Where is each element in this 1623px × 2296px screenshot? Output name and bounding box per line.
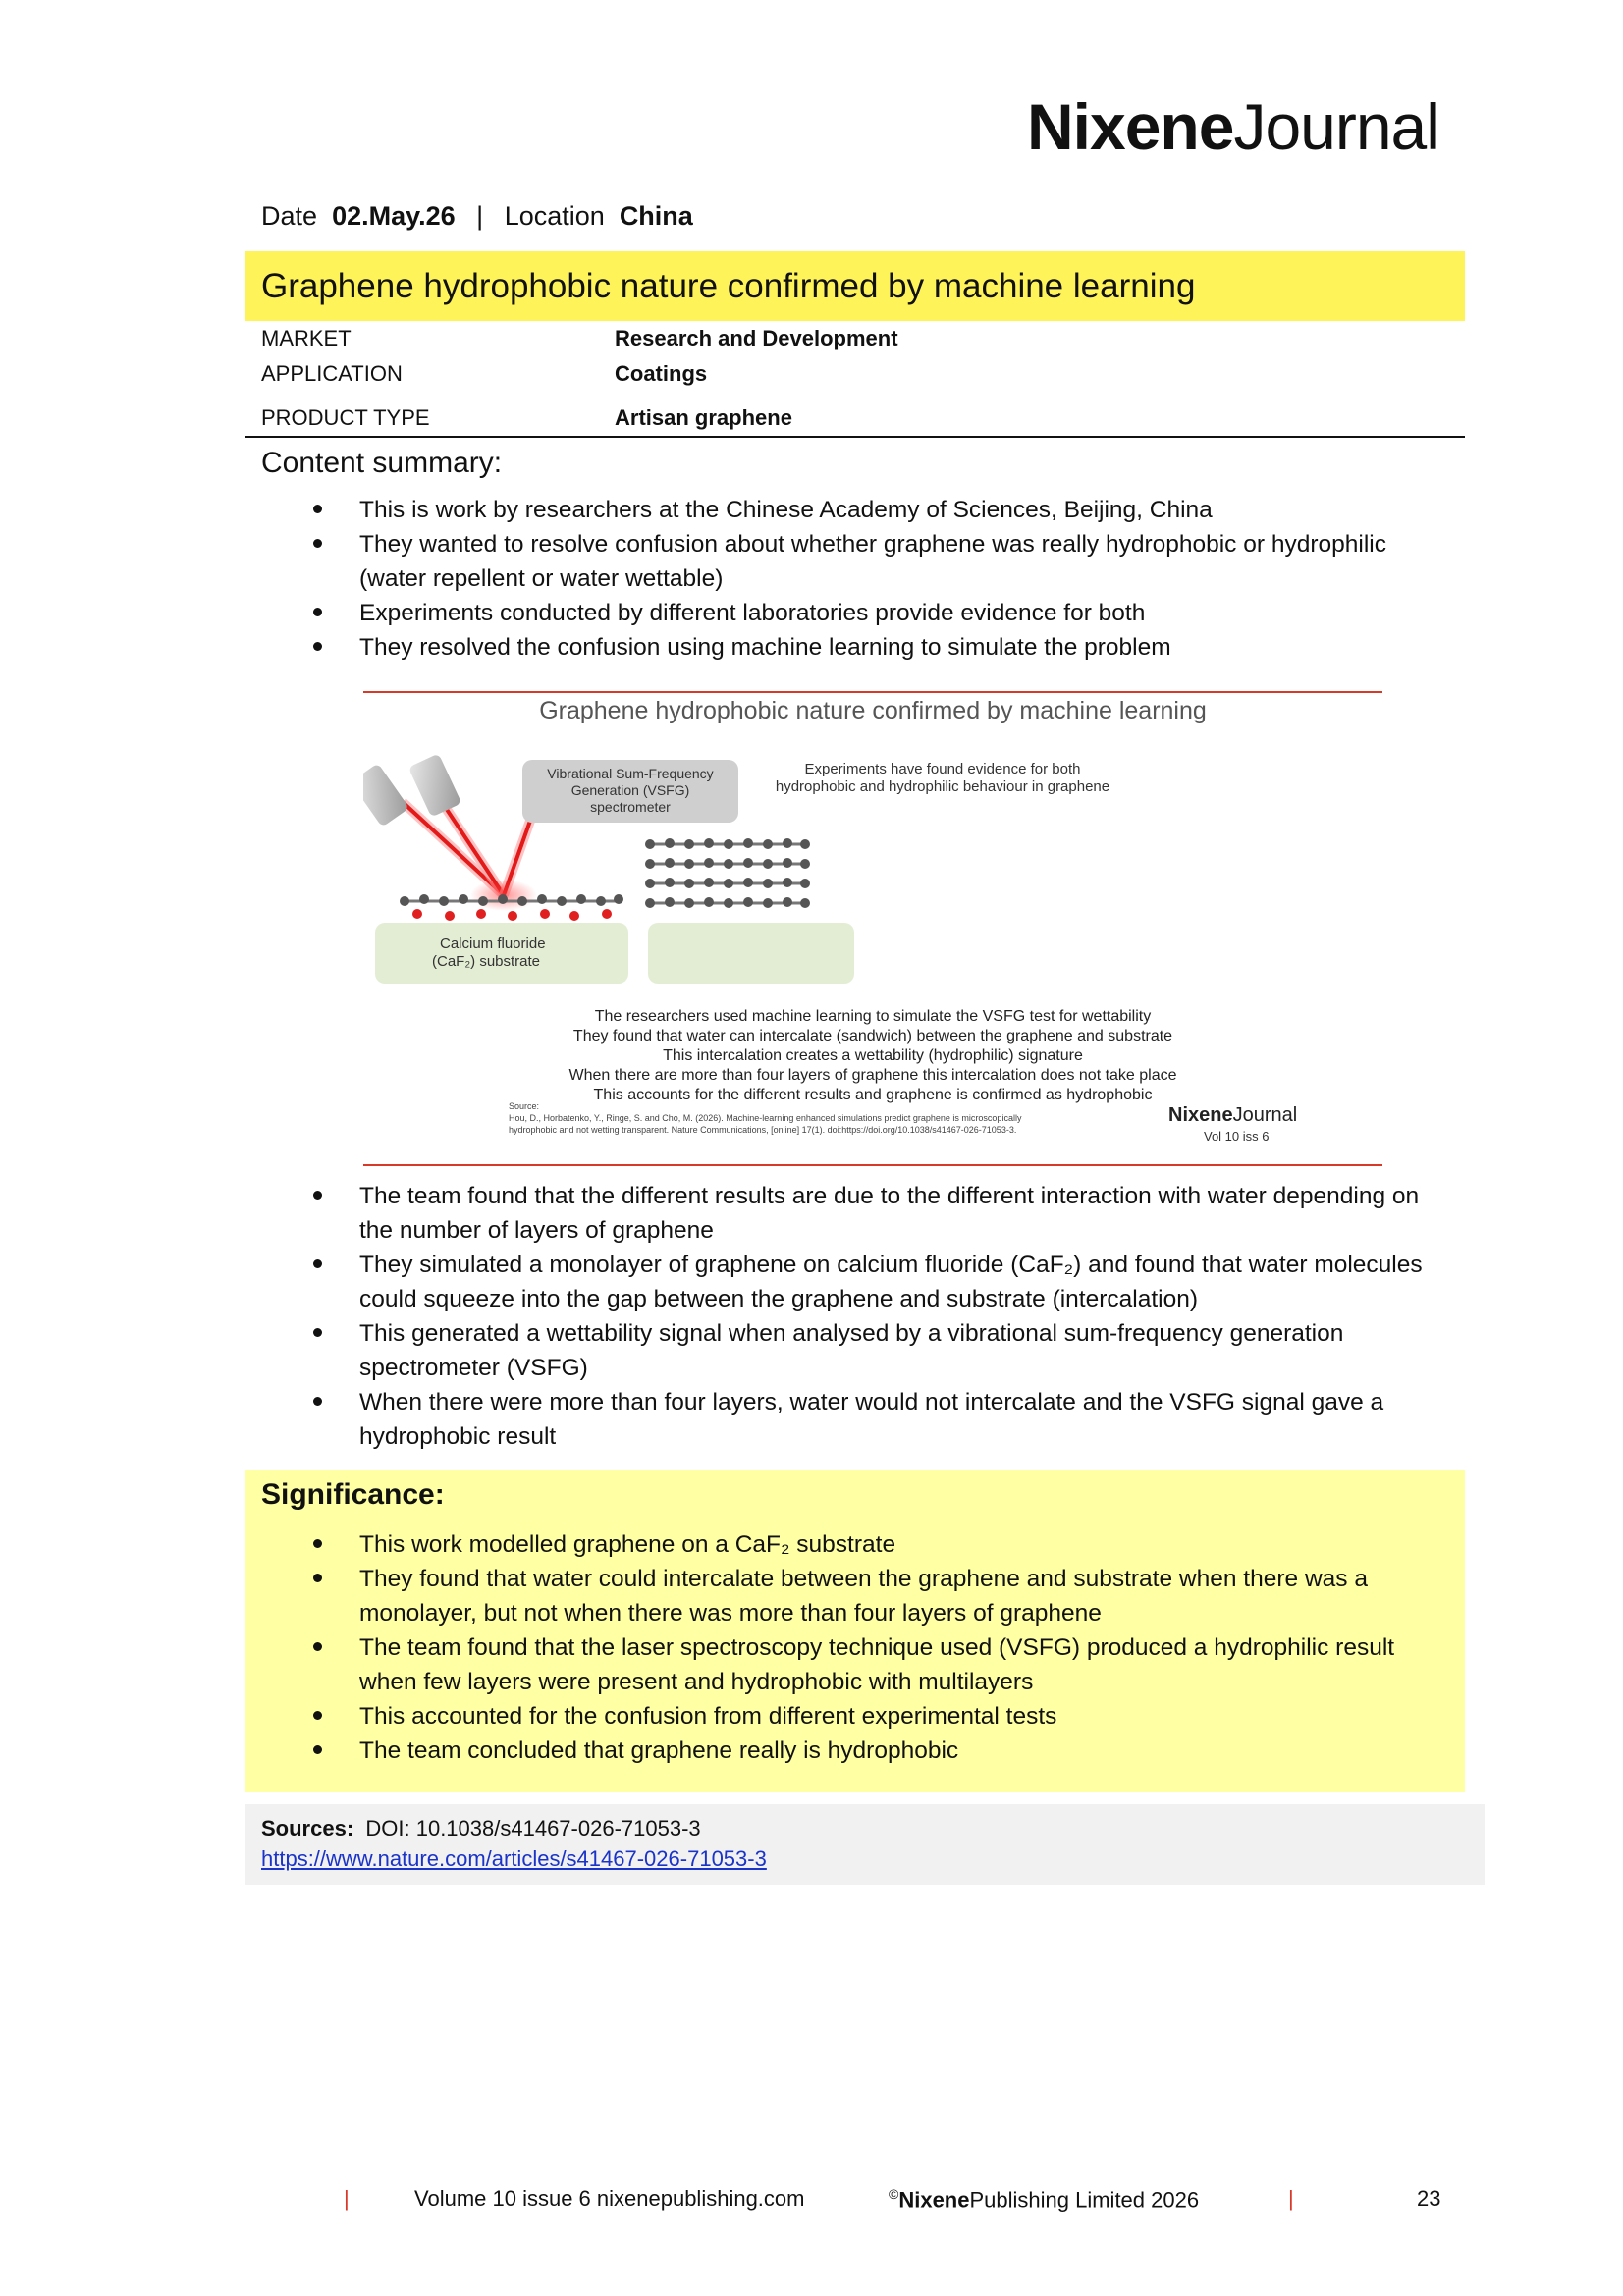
footer-publisher-rest: Publishing Limited 2026 (969, 2187, 1200, 2213)
meta-label: MARKET (261, 326, 352, 350)
figure-source (509, 1101, 1022, 1135)
article-figure (363, 689, 1382, 1170)
footer-volume: Volume 10 issue 6 nixenepublishing.com (414, 2186, 805, 2211)
location-value: China (619, 201, 693, 231)
meta-value: Coatings (615, 361, 708, 386)
list-item: They resolved the confusion using machine learning to simulate the problem (0, 630, 1623, 665)
sources-panel (245, 1804, 1485, 1885)
svg-text:The researchers used machine l: The researchers used machine learning to simulate the VSFG test for wettability (594, 1008, 1152, 1025)
meta-label: APPLICATION (261, 361, 403, 386)
list-item: This work modelled graphene on a CaF₂ substrate (0, 1527, 1623, 1562)
footer-bar-right: | (1288, 2186, 1294, 2211)
footer-copyright (889, 2186, 1199, 2213)
svg-text:They found that water can inte: They found that water can intercalate (sandwich) between the graphene and substrate (572, 1028, 1173, 1044)
article-title: Graphene hydrophobic nature confirmed by machine learning (261, 266, 1196, 305)
date-label: Date (261, 201, 318, 231)
footer-publisher-bold: Nixene (898, 2187, 970, 2213)
meta-label: PRODUCT TYPE (261, 405, 430, 430)
figure-issue: Vol 10 iss 6 (1204, 1129, 1270, 1144)
sources-doi: DOI: 10.1038/s41467-026-71053-3 (365, 1816, 701, 1841)
svg-text:This intercalation creates a w: This intercalation creates a wettability (hydrophilic) signature (663, 1047, 1083, 1064)
svg-text:Source:: Source: (509, 1101, 540, 1111)
svg-text:hydrophobic and not wetting tr: hydrophobic and not wetting transparent. Nature Communications, [online] 17(1). doi:https://doi.org/10.1038/s41467-026-71053-3. (509, 1125, 1017, 1135)
svg-text:Hou, D., Horbatenko, Y., Ringe: Hou, D., Horbatenko, Y., Ringe, S. and Cho, M. (2026). Machine-learning enhanced simulations predict graphene is microscopically (509, 1113, 1022, 1123)
significance-list (0, 1527, 1623, 1768)
footer-bar-left: | (344, 2186, 350, 2211)
sources-link[interactable]: https://www.nature.com/articles/s41467-026-71053-3 (261, 1846, 767, 1871)
svg-text:(CaF₂) substrate: (CaF₂) substrate (432, 953, 541, 970)
sources-label: Sources: (261, 1816, 354, 1841)
calcium-fluoride-substrate (375, 923, 628, 984)
significance-heading: Significance: (261, 1478, 445, 1511)
list-item: They found that water could intercalate between the graphene and substrate when there was a monolayer, but not when there was more than four layers of graphene (0, 1562, 1623, 1630)
vsfg-spectrometer-box (522, 760, 738, 823)
list-item: This is work by researchers at the Chinese Academy of Sciences, Beijing, China (0, 493, 1623, 527)
svg-text:spectrometer: spectrometer (590, 799, 671, 815)
svg-text:Calcium fluoride: Calcium fluoride (440, 935, 546, 952)
figure-caption (568, 1008, 1176, 1103)
journal-logo: NixeneJournal (1027, 90, 1439, 163)
list-item: This accounted for the confusion from different experimental tests (0, 1699, 1623, 1734)
list-item: The team concluded that graphene really is hydrophobic (0, 1734, 1623, 1768)
svg-text:When there are more than four: When there are more than four layers of graphene this intercalation does not take place (568, 1067, 1177, 1084)
summary-list (0, 493, 1623, 665)
list-item: They wanted to resolve confusion about whether graphene was really hydrophobic or hydrophilic (water repellent or water wettable) (0, 527, 1623, 596)
graphene-multilayer-molecule (645, 838, 810, 908)
meta-value: Artisan graphene (615, 405, 792, 430)
dateline-separator: | (476, 201, 484, 231)
list-item: This generated a wettability signal when analysed by a vibrational sum-frequency generation spectrometer (VSFG) (0, 1316, 1623, 1385)
figure-brand-logo: NixeneJournal (1168, 1104, 1298, 1126)
meta-value: Research and Development (615, 326, 898, 350)
meta-divider (245, 436, 1465, 438)
svg-text:Generation (VSFG): Generation (VSFG) (570, 782, 690, 798)
list-item: The team found that the different results are due to the different interaction with water depending on the number of layers of graphene (0, 1179, 1623, 1248)
location-label: Location (504, 201, 605, 231)
content-summary-heading: Content summary: (261, 447, 503, 479)
list-item: When there were more than four layers, water would not intercalate and the VSFG signal gave a hydrophobic result (0, 1385, 1623, 1454)
evidence-note-line: Experiments have found evidence for both (804, 761, 1081, 777)
list-item: They simulated a monolayer of graphene on calcium fluoride (CaF₂) and found that water molecules could squeeze into the gap between the graphene and substrate (intercalation) (0, 1248, 1623, 1316)
svg-text:This accounts for the differen: This accounts for the different results and graphene is confirmed as hydrophobic (593, 1087, 1153, 1103)
svg-text:Vibrational Sum-Frequency: Vibrational Sum-Frequency (547, 766, 714, 781)
figure-title: Graphene hydrophobic nature confirmed by machine learning (539, 697, 1207, 724)
substrate-block-right (648, 923, 854, 984)
list-item: Experiments conducted by different laboratories provide evidence for both (0, 596, 1623, 630)
list-item: The team found that the laser spectroscopy technique used (VSFG) produced a hydrophilic result when few layers were present and hydrophobic with multilayers (0, 1630, 1623, 1699)
date-value: 02.May.26 (332, 201, 456, 231)
dateline (261, 201, 693, 232)
page-number: 23 (1417, 2186, 1441, 2211)
evidence-note-line: hydrophobic and hydrophilic behaviour in graphene (775, 778, 1110, 795)
article-title-bar (245, 251, 1465, 321)
findings-list (0, 1179, 1623, 1454)
figure-illustration (363, 689, 1382, 1170)
copyright-symbol: © (889, 2186, 899, 2202)
